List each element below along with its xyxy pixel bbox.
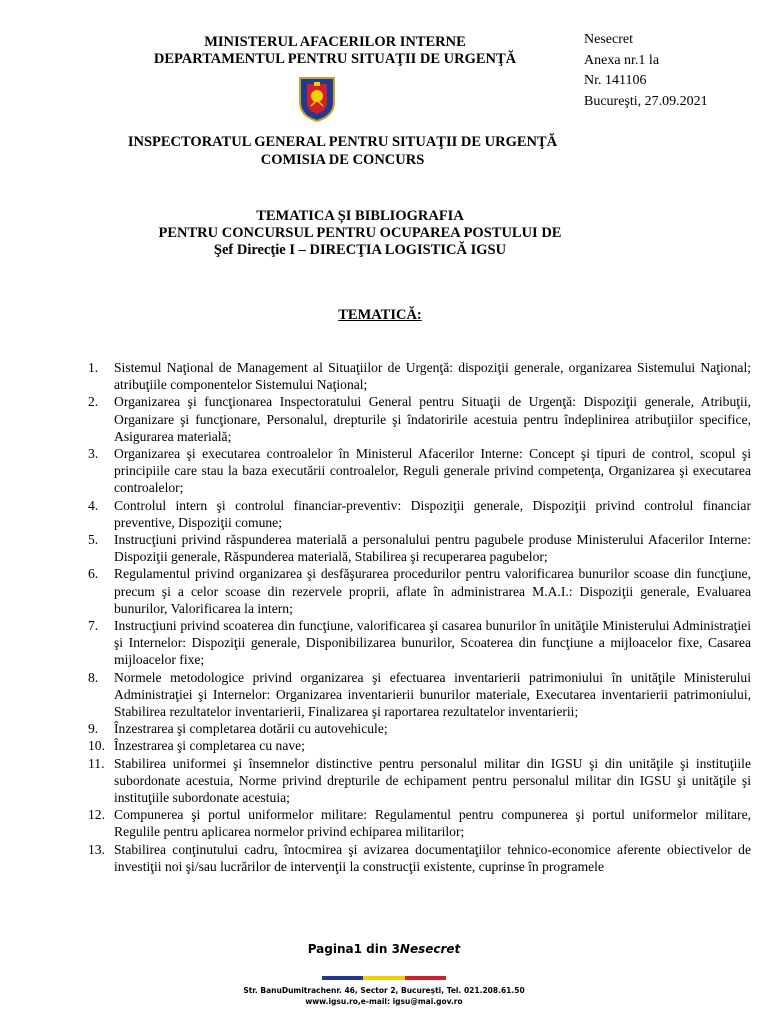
page-number: Pagina1 din 3 [307,942,400,956]
contact-line: www.igsu.ro,e-mail: igsu@mai.gov.ro [305,997,463,1006]
commission-name: COMISIA DE CONCURS [260,152,425,168]
address-line: Str. BanuDumitrachenr. 46, Sector 2, Bucureşti, Tel. 021.208.61.50 [243,986,525,995]
item-number: 13. [88,841,105,857]
list-item [88,445,751,497]
list-item [88,393,751,445]
item-text: Organizarea şi funcţionarea Inspectoratului General pentru Situaţii de Urgenţă: Dispoziţii generale, Atribuţii, Organizare şi funcţionare, Personalul, drepturile şi îndatoririle acestuia pentru îndeplinirea atribuţiilor specifice, Asigurarea materială; [114,394,751,444]
document-title [100,208,620,259]
inspectorate-block [60,133,625,169]
item-number: 6. [88,566,99,582]
item-text: Regulamentul privind organizarea şi desfăşurarea procedurilor pentru valorificarea bunurilor scoase din funcţiune, precum şi a celor scoase din rezervele proprii, aflate în administrarea M.A.I.: Dispoziţii generale, Evaluarea bunurilor, Valorificarea la intern; [114,566,751,616]
list-item [88,565,751,617]
list-item [88,497,751,531]
item-number: 11. [88,755,105,771]
item-number: 7. [88,618,99,634]
list-item [88,755,751,807]
tricolor-stripe-red [405,976,446,980]
tricolor-stripe-yellow [363,976,404,980]
item-number: 9. [88,721,99,737]
item-number: 12. [88,807,105,823]
list-item [88,359,751,393]
list-item [88,531,751,565]
inspectorate-name: INSPECTORATUL GENERAL PENTRU SITUAŢII DE URGENŢĂ [127,134,558,150]
item-text: Instrucţiuni privind răspunderea materială a personalului pentru pagubele produse Ministerului Afacerilor Interne: Dispoziţii generale, Răspunderea materială, Stabilirea şi recuperarea pagubelor; [114,532,751,565]
list-item [88,841,751,875]
list-item [88,737,751,754]
item-text: Instrucţiuni privind scoaterea din funcţiune, valorificarea şi casarea bunurilor în unităţile Ministerului Administraţiei şi Internelor: Dispoziţii generale, Disponibilizarea bunurilor, Scoaterea din funcţiune a mijloacelor fixe, Casarea mijloacelor fixe; [114,618,751,668]
item-text: Compunerea şi portul uniformelor militare: Regulamentul pentru compunerea şi portul uniformelor militare, Regulile pentru aplicarea normelor privind echiparea militarilor; [114,807,751,840]
tricolor-divider [322,976,446,980]
list-item [88,669,751,721]
item-text: Controlul intern şi controlul financiar-preventiv: Dispoziţii generale, Dispoziţii privind controlul financiar preventive, Dispoziţii comune; [114,497,751,530]
item-number: 5. [88,532,99,548]
list-item [88,617,751,669]
item-number: 4. [88,497,99,513]
section-heading: TEMATICĂ: [338,307,422,323]
document-reference-block [584,30,708,112]
coat-of-arms-icon [297,76,337,122]
item-text: Înzestrarea şi completarea cu nave; [114,738,305,754]
ministry-name: MINISTERUL AFACERILOR INTERNE [204,34,466,50]
item-text: Stabilirea uniformei şi însemnelor distinctive pentru personalul militar din IGSU şi din unităţile şi instituţiile subordonate acestuia, Norme privind drepturile de echipament pentru personalul militar din IGSU şi unităţile şi instituţiile subordonate acestuia; [114,755,751,806]
item-text: Stabilirea conţinutului cadru, întocmirea şi avizarea documentaţiilor tehnico-economice aferente obiectivelor de investiţii noi şi/sau lucrărilor de intervenţii la construcţii existente, cuprinse în programele [114,841,751,874]
topics-list [88,359,751,875]
annex-label: Anexa nr.1 la [584,52,660,68]
footer-address [0,985,768,1007]
item-number: 10. [88,738,105,754]
page-footer [0,942,768,956]
item-number: 2. [88,394,99,410]
item-text: Sistemul Naţional de Management al Situaţiilor de Urgenţă: dispoziţii generale, organizarea Sistemului Naţional; atribuţiile componentelor Sistemului Naţional; [114,360,751,393]
title-line-2: PENTRU CONCURSUL PENTRU OCUPAREA POSTULUI DE [158,225,562,241]
item-number: 1. [88,360,99,375]
footer-classification: Nesecret [399,942,461,956]
item-number: 3. [88,446,99,462]
item-text: Înzestrarea şi completarea dotării cu autovehicule; [114,721,388,737]
list-item [88,806,751,840]
item-text: Normele metodologice privind organizarea şi efectuarea inventarierii patrimoniului în unităţile Ministerului Administraţiei şi Internelor: Organizarea inventarierii bunurilor materiale, Executarea inventarierii patrimoniului, Stabilirea rezultatelor inventarierii, Finalizarea şi raportarea rezultatelor inventarierii; [114,669,751,720]
header-ministry-block [130,34,540,68]
title-line-1: TEMATICA ȘI BIBLIOGRAFIA [256,208,464,224]
title-line-3: Şef Direcţie I – DIRECŢIA LOGISTICĂ IGSU [213,242,507,258]
place-date: Bucureşti, 27.09.2021 [584,93,708,109]
item-number: 8. [88,669,99,685]
registration-number: Nr. 141106 [584,73,647,88]
tricolor-stripe-blue [322,976,363,980]
list-item [88,720,751,737]
item-text: Organizarea şi executarea controalelor în Ministerul Afacerilor Interne: Concept şi tipuri de control, scopul şi principiile care stau la baza executării controalelor, Reguli generale privind competenţa, Organizarea şi executarea controalelor; [114,446,751,496]
classification-label: Nesecret [584,32,633,47]
department-name: DEPARTAMENTUL PENTRU SITUAŢII DE URGENŢĂ [153,51,517,67]
